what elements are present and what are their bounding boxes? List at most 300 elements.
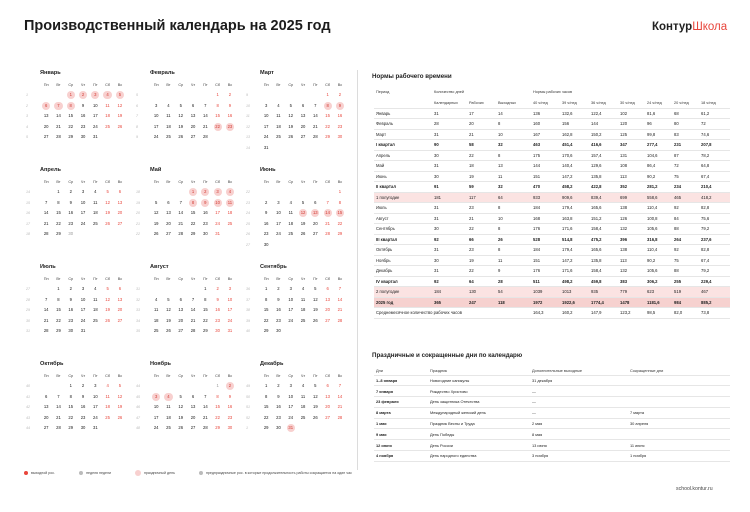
calendar-day[interactable]: 15 (56, 210, 61, 216)
calendar-day[interactable]: 29 (68, 425, 74, 431)
calendar-day[interactable]: 23 (226, 123, 234, 131)
calendar-day[interactable]: 26 (300, 231, 306, 237)
calendar-day[interactable]: 9 (69, 199, 72, 205)
calendar-day[interactable]: 17 (276, 220, 281, 226)
calendar-day[interactable]: 23 (68, 220, 74, 226)
calendar-day[interactable]: 5 (179, 393, 182, 399)
calendar-day[interactable]: 24 (93, 414, 98, 420)
calendar-day[interactable]: 31 (93, 134, 98, 140)
calendar-day[interactable]: 27 (166, 231, 171, 237)
calendar-day[interactable]: 8 (324, 102, 332, 110)
calendar-day[interactable]: 12 (153, 210, 159, 216)
calendar-day[interactable]: 2 (277, 286, 280, 292)
calendar-day[interactable]: 18 (300, 404, 306, 410)
calendar-day[interactable]: 18 (227, 210, 233, 216)
calendar-day[interactable]: 10 (92, 102, 98, 108)
calendar-day[interactable]: 3 (289, 383, 292, 389)
calendar-day[interactable]: 24 (227, 317, 233, 323)
calendar-day[interactable]: 26 (313, 317, 318, 323)
calendar-day[interactable]: 15 (325, 113, 330, 119)
calendar-day[interactable]: 12 (117, 393, 123, 399)
calendar-day[interactable]: 2 (228, 92, 232, 98)
calendar-day[interactable]: 26 (117, 414, 123, 420)
calendar-day[interactable]: 14 (337, 393, 343, 399)
calendar-day[interactable]: 22 (68, 123, 74, 129)
calendar-day[interactable]: 11 (300, 296, 306, 302)
calendar-day[interactable]: 1 (67, 91, 75, 99)
calendar-day[interactable]: 13 (43, 404, 49, 410)
calendar-day[interactable]: 25 (300, 414, 306, 420)
calendar-day[interactable]: 19 (178, 123, 184, 129)
calendar-day[interactable]: 20 (325, 404, 330, 410)
calendar-day[interactable]: 13 (166, 210, 171, 216)
calendar-day[interactable]: 10 (263, 113, 269, 119)
calendar-day[interactable]: 14 (190, 307, 196, 313)
calendar-day[interactable]: 12 (313, 296, 318, 302)
calendar-day[interactable]: 3 (94, 383, 97, 389)
calendar-day[interactable]: 11 (288, 210, 293, 216)
calendar-day[interactable]: 7 (338, 286, 342, 292)
calendar-day[interactable]: 23 (276, 317, 281, 323)
calendar-day[interactable]: 22 (203, 317, 208, 323)
calendar-day[interactable]: 21 (203, 414, 208, 420)
calendar-day[interactable]: 12 (117, 102, 123, 108)
calendar-day[interactable]: 2 (81, 383, 85, 389)
calendar-day[interactable]: 11 (93, 296, 98, 302)
calendar-day[interactable]: 25 (227, 220, 233, 226)
calendar-day[interactable]: 8 (204, 296, 207, 302)
calendar-day[interactable]: 11 (105, 393, 110, 399)
calendar-day[interactable]: 1 (57, 189, 60, 195)
calendar-day[interactable]: 22 (56, 317, 61, 323)
calendar-day[interactable]: 19 (117, 404, 123, 410)
calendar-day[interactable]: 28 (56, 134, 61, 140)
calendar-day[interactable]: 8 (338, 199, 342, 205)
calendar-day[interactable]: 30 (80, 425, 86, 431)
calendar-day[interactable]: 19 (313, 404, 318, 410)
calendar-day[interactable]: 14 (337, 296, 343, 302)
calendar-day[interactable]: 6 (44, 393, 48, 399)
calendar-day[interactable]: 4 (164, 393, 172, 401)
calendar-day[interactable]: 3 (228, 286, 232, 292)
calendar-day[interactable]: 21 (178, 220, 184, 226)
calendar-day[interactable]: 18 (166, 414, 171, 420)
calendar-day[interactable]: 26 (178, 425, 184, 431)
calendar-day[interactable]: 5 (167, 296, 170, 302)
calendar-day[interactable]: 11 (153, 307, 159, 313)
calendar-day[interactable]: 25 (166, 134, 171, 140)
calendar-day[interactable]: 24 (276, 231, 281, 237)
calendar-day[interactable]: 7 (44, 296, 48, 302)
calendar-day[interactable]: 30 (68, 328, 74, 334)
calendar-day[interactable]: 6 (314, 199, 317, 205)
kontur-school-logo[interactable] (652, 21, 727, 33)
calendar-day[interactable]: 10 (93, 393, 98, 399)
calendar-day[interactable]: 11 (166, 404, 171, 410)
calendar-day[interactable]: 2 (277, 383, 280, 389)
calendar-day[interactable]: 22 (190, 220, 196, 226)
calendar-day[interactable]: 9 (69, 296, 72, 302)
calendar-day[interactable]: 8 (216, 102, 219, 108)
calendar-day[interactable]: 5 (314, 383, 317, 389)
calendar-day[interactable]: 7 (204, 102, 207, 108)
calendar-day[interactable]: 9 (201, 199, 209, 207)
calendar-day[interactable]: 12 (178, 404, 184, 410)
calendar-day[interactable]: 23 (203, 220, 208, 226)
calendar-day[interactable]: 24 (288, 414, 294, 420)
calendar-day[interactable]: 11 (300, 393, 306, 399)
calendar-day[interactable]: 19 (300, 220, 306, 226)
calendar-day[interactable]: 16 (276, 307, 281, 313)
calendar-day[interactable]: 5 (106, 189, 109, 195)
calendar-day[interactable]: 2 (201, 188, 209, 196)
calendar-day[interactable]: 2 (338, 92, 342, 98)
calendar-day[interactable]: 13 (43, 113, 49, 119)
calendar-day[interactable]: 1 (216, 383, 219, 389)
calendar-day[interactable]: 27 (178, 328, 184, 334)
calendar-day[interactable]: 26 (313, 414, 318, 420)
calendar-day[interactable]: 4 (154, 296, 158, 302)
calendar-day[interactable]: 7 (179, 199, 182, 205)
calendar-day[interactable]: 10 (153, 113, 159, 119)
calendar-day[interactable]: 30 (276, 328, 281, 334)
calendar-day[interactable]: 14 (203, 113, 208, 119)
calendar-day[interactable]: 3 (277, 199, 280, 205)
calendar-day[interactable]: 4 (94, 189, 97, 195)
calendar-day[interactable]: 30 (263, 241, 269, 247)
calendar-day[interactable]: 24 (153, 425, 159, 431)
calendar-day[interactable]: 29 (68, 134, 74, 140)
calendar-day[interactable]: 4 (106, 383, 109, 389)
calendar-day[interactable]: 26 (166, 328, 171, 334)
calendar-day[interactable]: 8 (264, 393, 268, 399)
calendar-day[interactable]: 17 (288, 404, 294, 410)
calendar-day[interactable]: 1 (57, 286, 60, 292)
calendar-day[interactable]: 2 (69, 189, 72, 195)
calendar-day[interactable]: 18 (93, 307, 98, 313)
calendar-day[interactable]: 22 (68, 414, 74, 420)
calendar-day[interactable]: 16 (227, 113, 233, 119)
calendar-day[interactable]: 19 (105, 307, 110, 313)
calendar-day[interactable]: 15 (203, 307, 208, 313)
calendar-day[interactable]: 15 (336, 209, 344, 217)
calendar-day[interactable]: 4 (226, 188, 234, 196)
calendar-day[interactable]: 15 (190, 210, 196, 216)
calendar-day[interactable]: 29 (215, 425, 220, 431)
calendar-day[interactable]: 8 (57, 296, 60, 302)
calendar-day[interactable]: 6 (118, 286, 122, 292)
calendar-day[interactable]: 31 (227, 328, 233, 334)
calendar-day[interactable]: 22 (56, 220, 61, 226)
calendar-day[interactable]: 16 (276, 404, 281, 410)
calendar-day[interactable]: 20 (117, 307, 123, 313)
calendar-day[interactable]: 11 (93, 199, 98, 205)
calendar-day[interactable]: 9 (277, 296, 280, 302)
calendar-day[interactable]: 23 (80, 414, 86, 420)
calendar-day[interactable]: 28 (337, 317, 343, 323)
calendar-day[interactable]: 28 (43, 231, 49, 237)
calendar-day[interactable]: 15 (215, 113, 220, 119)
calendar-day[interactable]: 7 (44, 199, 48, 205)
calendar-day[interactable]: 9 (81, 102, 85, 108)
calendar-day[interactable]: 26 (105, 220, 110, 226)
calendar-day[interactable]: 12 (105, 199, 110, 205)
calendar-day[interactable]: 15 (56, 307, 61, 313)
calendar-day[interactable]: 20 (300, 123, 306, 129)
calendar-day[interactable]: 16 (203, 210, 208, 216)
calendar-day[interactable]: 10 (214, 199, 222, 207)
calendar-day[interactable]: 13 (300, 113, 306, 119)
calendar-day[interactable]: 17 (227, 307, 233, 313)
calendar-day[interactable]: 6 (326, 286, 329, 292)
calendar-day[interactable]: 26 (178, 134, 184, 140)
calendar-day[interactable]: 6 (191, 102, 195, 108)
calendar-day[interactable]: 23 (337, 123, 343, 129)
calendar-day[interactable]: 21 (190, 317, 196, 323)
calendar-day[interactable]: 24 (93, 123, 98, 129)
calendar-day[interactable]: 18 (166, 123, 171, 129)
calendar-day[interactable]: 13 (325, 296, 330, 302)
calendar-day[interactable]: 25 (300, 317, 306, 323)
calendar-day[interactable]: 27 (325, 414, 330, 420)
calendar-day[interactable]: 18 (153, 317, 159, 323)
calendar-day[interactable]: 6 (42, 102, 50, 110)
calendar-day[interactable]: 6 (191, 393, 195, 399)
calendar-day[interactable]: 9 (228, 393, 232, 399)
calendar-day[interactable]: 31 (93, 425, 98, 431)
calendar-day[interactable]: 27 (300, 134, 306, 140)
calendar-day[interactable]: 6 (326, 383, 329, 389)
calendar-day[interactable]: 3 (152, 393, 160, 401)
calendar-day[interactable]: 5 (154, 199, 158, 205)
calendar-day[interactable]: 11 (105, 102, 110, 108)
calendar-day[interactable]: 15 (263, 404, 269, 410)
calendar-day[interactable]: 14 (203, 404, 208, 410)
calendar-day[interactable]: 9 (216, 296, 219, 302)
calendar-day[interactable]: 29 (325, 134, 330, 140)
calendar-day[interactable]: 24 (288, 317, 294, 323)
calendar-day[interactable]: 9 (264, 210, 268, 216)
calendar-day[interactable]: 16 (337, 113, 343, 119)
calendar-day[interactable]: 10 (80, 296, 86, 302)
calendar-day[interactable]: 21 (337, 307, 343, 313)
calendar-day[interactable]: 3 (81, 286, 85, 292)
calendar-day[interactable]: 20 (190, 414, 196, 420)
calendar-day[interactable]: 23 (215, 317, 220, 323)
calendar-day[interactable]: 27 (190, 134, 196, 140)
calendar-day[interactable]: 5 (301, 199, 305, 205)
calendar-day[interactable]: 18 (105, 113, 110, 119)
calendar-day[interactable]: 20 (190, 123, 196, 129)
calendar-day[interactable]: 20 (178, 317, 184, 323)
calendar-day[interactable]: 5 (289, 102, 292, 108)
calendar-day[interactable]: 28 (56, 425, 61, 431)
calendar-day[interactable]: 20 (166, 220, 171, 226)
calendar-day[interactable]: 16 (68, 210, 74, 216)
calendar-day[interactable]: 25 (105, 123, 110, 129)
calendar-day[interactable]: 3 (154, 102, 158, 108)
calendar-day[interactable]: 20 (325, 307, 330, 313)
calendar-day[interactable]: 3 (214, 188, 222, 196)
calendar-day[interactable]: 18 (276, 123, 281, 129)
calendar-day[interactable]: 17 (93, 404, 98, 410)
calendar-day[interactable]: 31 (215, 231, 220, 237)
calendar-day[interactable]: 23 (80, 123, 86, 129)
calendar-day[interactable]: 23 (263, 231, 269, 237)
calendar-day[interactable]: 12 (299, 209, 307, 217)
calendar-day[interactable]: 19 (117, 113, 123, 119)
calendar-day[interactable]: 20 (43, 123, 49, 129)
calendar-day[interactable]: 21 (43, 317, 49, 323)
calendar-day[interactable]: 19 (153, 220, 159, 226)
calendar-day[interactable]: 6 (301, 102, 305, 108)
calendar-day[interactable]: 1 (189, 188, 197, 196)
calendar-day[interactable]: 17 (80, 210, 86, 216)
calendar-day[interactable]: 27 (43, 425, 49, 431)
calendar-day[interactable]: 15 (215, 404, 220, 410)
calendar-day[interactable]: 16 (227, 404, 233, 410)
calendar-day[interactable]: 18 (93, 210, 98, 216)
calendar-day[interactable]: 21 (313, 123, 318, 129)
calendar-day[interactable]: 28 (203, 134, 208, 140)
calendar-day[interactable]: 5 (116, 91, 124, 99)
calendar-day[interactable]: 27 (117, 220, 123, 226)
calendar-day[interactable]: 7 (57, 393, 60, 399)
calendar-day[interactable]: 29 (190, 231, 196, 237)
calendar-day[interactable]: 29 (263, 328, 269, 334)
calendar-day[interactable]: 14 (43, 210, 49, 216)
calendar-day[interactable]: 19 (166, 317, 171, 323)
calendar-day[interactable]: 26 (288, 134, 294, 140)
calendar-day[interactable]: 22 (325, 123, 330, 129)
calendar-day[interactable]: 22 (214, 123, 222, 131)
calendar-day[interactable]: 22 (215, 414, 220, 420)
calendar-day[interactable]: 28 (325, 231, 330, 237)
calendar-day[interactable]: 19 (288, 123, 294, 129)
calendar-day[interactable]: 2 (264, 199, 268, 205)
calendar-day[interactable]: 8 (67, 102, 75, 110)
calendar-day[interactable]: 16 (68, 307, 74, 313)
calendar-day[interactable]: 17 (153, 414, 159, 420)
calendar-day[interactable]: 29 (337, 231, 343, 237)
calendar-day[interactable]: 25 (105, 414, 110, 420)
calendar-day[interactable]: 9 (277, 393, 280, 399)
calendar-day[interactable]: 25 (93, 220, 98, 226)
calendar-day[interactable]: 16 (80, 113, 86, 119)
calendar-day[interactable]: 3 (81, 189, 85, 195)
calendar-day[interactable]: 16 (215, 307, 220, 313)
calendar-day[interactable]: 27 (43, 134, 49, 140)
calendar-day[interactable]: 21 (337, 404, 343, 410)
calendar-day[interactable]: 17 (263, 123, 269, 129)
calendar-day[interactable]: 8 (216, 393, 219, 399)
calendar-day[interactable]: 30 (80, 134, 86, 140)
calendar-day[interactable]: 22 (263, 414, 269, 420)
calendar-day[interactable]: 28 (43, 328, 49, 334)
calendar-day[interactable]: 21 (203, 123, 208, 129)
calendar-day[interactable]: 19 (313, 307, 318, 313)
calendar-day[interactable]: 7 (338, 383, 342, 389)
calendar-day[interactable]: 25 (166, 425, 171, 431)
calendar-day[interactable]: 24 (80, 317, 86, 323)
calendar-day[interactable]: 1 (216, 92, 219, 98)
calendar-day[interactable]: 5 (179, 102, 182, 108)
calendar-day[interactable]: 22 (337, 220, 343, 226)
calendar-day[interactable]: 30 (227, 425, 233, 431)
calendar-day[interactable]: 17 (93, 113, 98, 119)
calendar-day[interactable]: 12 (313, 393, 318, 399)
calendar-day[interactable]: 15 (263, 307, 269, 313)
calendar-day[interactable]: 14 (56, 113, 61, 119)
calendar-day[interactable]: 7 (191, 296, 195, 302)
calendar-day[interactable]: 23 (227, 414, 233, 420)
calendar-day[interactable]: 10 (276, 210, 281, 216)
calendar-day[interactable]: 1 (326, 92, 329, 98)
calendar-day[interactable]: 26 (117, 123, 123, 129)
calendar-day[interactable]: 20 (117, 210, 123, 216)
calendar-day[interactable]: 10 (227, 296, 233, 302)
calendar-day[interactable]: 6 (118, 189, 122, 195)
calendar-day[interactable]: 20 (313, 220, 318, 226)
calendar-day[interactable]: 14 (313, 113, 318, 119)
calendar-day[interactable]: 21 (325, 220, 330, 226)
calendar-day[interactable]: 12 (166, 307, 171, 313)
calendar-day[interactable]: 10 (288, 393, 294, 399)
calendar-day[interactable]: 16 (80, 404, 86, 410)
calendar-day[interactable]: 25 (153, 328, 159, 334)
calendar-day[interactable]: 13 (190, 404, 196, 410)
calendar-day[interactable]: 4 (289, 199, 292, 205)
calendar-day[interactable]: 26 (153, 231, 159, 237)
calendar-day[interactable]: 1 (204, 286, 207, 292)
calendar-day[interactable]: 13 (311, 209, 319, 217)
calendar-day[interactable]: 30 (203, 231, 208, 237)
calendar-day[interactable]: 11 (226, 199, 234, 207)
calendar-day[interactable]: 28 (313, 134, 318, 140)
calendar-day[interactable]: 9 (81, 393, 85, 399)
calendar-day[interactable]: 29 (263, 425, 269, 431)
calendar-day[interactable]: 1 (264, 286, 268, 292)
calendar-day[interactable]: 4 (103, 91, 111, 99)
calendar-day[interactable]: 30 (276, 425, 281, 431)
calendar-day[interactable]: 10 (80, 199, 86, 205)
calendar-day[interactable]: 8 (189, 199, 197, 207)
calendar-day[interactable]: 27 (325, 317, 330, 323)
calendar-day[interactable]: 27 (313, 231, 318, 237)
calendar-day[interactable]: 3 (264, 102, 268, 108)
calendar-day[interactable]: 4 (277, 102, 280, 108)
calendar-day[interactable]: 11 (166, 113, 171, 119)
calendar-day[interactable]: 28 (203, 425, 208, 431)
calendar-day[interactable]: 27 (117, 317, 123, 323)
calendar-day[interactable]: 10 (153, 404, 159, 410)
calendar-day[interactable]: 22 (263, 317, 269, 323)
calendar-day[interactable]: 29 (56, 328, 61, 334)
calendar-day[interactable]: 2 (79, 91, 87, 99)
calendar-day[interactable]: 24 (215, 220, 220, 226)
calendar-day[interactable]: 26 (105, 317, 110, 323)
calendar-day[interactable]: 28 (178, 231, 184, 237)
calendar-day[interactable]: 23 (68, 317, 74, 323)
calendar-day[interactable]: 3 (289, 286, 292, 292)
calendar-day[interactable]: 29 (56, 231, 61, 237)
calendar-day[interactable]: 4 (301, 286, 305, 292)
calendar-day[interactable]: 10 (288, 296, 294, 302)
calendar-day[interactable]: 21 (56, 414, 61, 420)
calendar-day[interactable]: 31 (287, 424, 295, 432)
calendar-day[interactable]: 13 (325, 393, 330, 399)
calendar-day[interactable]: 2 (216, 286, 219, 292)
